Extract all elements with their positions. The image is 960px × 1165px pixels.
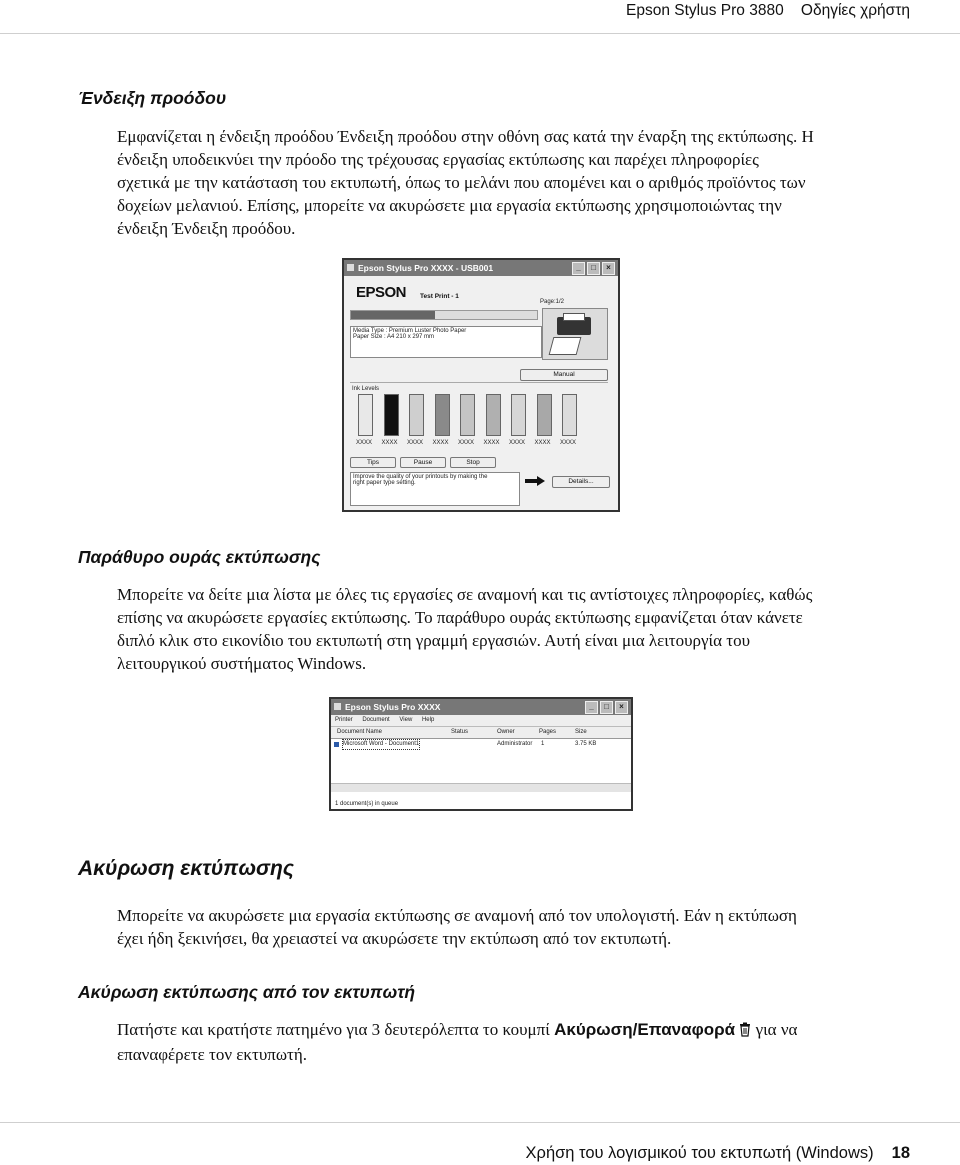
ink-label: XXXX (381, 440, 398, 446)
paper-size: Paper Size : A4 210 x 297 mm (353, 334, 435, 340)
epson-logo: EPSON (356, 284, 407, 301)
ink-label: XXXX (458, 440, 475, 446)
para-line: δοχείων μελανιού. Επίσης, μπορείτε να ακυρώσετε μια εργασία εκτύπωσης χρησιμοποιώντας την (117, 196, 782, 215)
page-footer (526, 1144, 910, 1163)
menu-bar (331, 715, 631, 727)
row-owner: Administrator (497, 741, 533, 747)
ink-bar (358, 394, 373, 436)
menu-printer[interactable]: Printer (335, 717, 353, 723)
menu-document[interactable]: Document (362, 717, 390, 723)
heading-print-queue: Παράθυρο ουράς εκτύπωσης (78, 547, 321, 567)
col-document-name[interactable]: Document Name (337, 729, 383, 735)
col-status[interactable]: Status (451, 729, 469, 735)
ink-bar (537, 394, 552, 436)
para-line (117, 1018, 887, 1043)
cancel-paragraph (117, 904, 887, 950)
text-before: Πατήστε και κρατήστε πατημένο για 3 δευτερόλεπτα το κουμπί (117, 1020, 555, 1039)
para-line: διπλό κλικ στο εικονίδιο του εκτυπωτή στη γραμμή εργασιών. Αυτή είναι μια λειτουργία του (117, 631, 751, 650)
button-name: Ακύρωση/Επαναφορά (554, 1020, 736, 1039)
manual-button[interactable]: Manual (520, 369, 608, 381)
para-line: έχει ήδη ξεκινήσει, θα χρειαστεί να ακυρώσετε την εκτύπωση από τον εκτυπωτή. (117, 929, 672, 948)
status-bar: 1 document(s) in queue (335, 801, 399, 807)
ink-label: XXXX (407, 440, 424, 446)
row-name: Microsoft Word - Document1 (342, 739, 420, 750)
close-icon[interactable]: × (602, 262, 615, 275)
footer-text: Χρήση του λογισμικού του εκτυπωτή (Windows) (525, 1144, 874, 1162)
queue-paragraph (117, 583, 887, 675)
heading-progress-meter: Ένδειξη προόδου (78, 88, 227, 108)
window-title: Epson Stylus Pro XXXX (345, 702, 441, 712)
media-type: Media Type : Premium Luster Photo Paper (353, 328, 467, 334)
para-line: ένδειξη υποδεικνύει την πρόοδο της τρέχουσας εργασίας εκτύπωσης και παρέχει πληροφορίες (117, 150, 759, 169)
page-counter: Page:1/2 (540, 299, 565, 305)
ink-bar (486, 394, 501, 436)
heading-cancel-printing: Ακύρωση εκτύπωσης (78, 857, 294, 880)
print-queue-window (329, 697, 633, 811)
para-line: επαναφέρετε τον εκτυπωτή. (117, 1045, 307, 1064)
para-line: Εμφανίζεται η ένδειξη προόδου Ένδειξη προόδου στην οθόνη σας κατά την έναρξη της εκτύπωσης. Η (117, 127, 814, 146)
text-after: για να (751, 1020, 798, 1039)
progress-bar-fill (351, 311, 435, 319)
window-titlebar (344, 260, 618, 276)
media-info-box (350, 326, 542, 358)
horizontal-scrollbar[interactable] (331, 783, 631, 792)
ink-bar (384, 394, 399, 436)
row-size: 3.75 KB (575, 741, 597, 747)
col-size[interactable]: Size (575, 729, 587, 735)
para-line: λειτουργικού συστήματος Windows. (117, 654, 367, 673)
window-title: Epson Stylus Pro XXXX - USB001 (358, 263, 494, 273)
column-headers (331, 727, 631, 739)
details-button[interactable]: Details... (552, 476, 610, 488)
col-owner[interactable]: Owner (497, 729, 515, 735)
ink-label: XXXX (534, 440, 551, 446)
menu-help[interactable]: Help (421, 717, 435, 723)
printer-icon (334, 703, 341, 710)
progress-paragraph (117, 125, 887, 240)
printer-image (542, 308, 608, 360)
ink-levels-label: Ink Levels (352, 386, 380, 392)
progress-meter-window (342, 258, 620, 512)
maximize-icon[interactable]: □ (587, 262, 600, 275)
ink-label: XXXX (432, 440, 449, 446)
cancel-printer-paragraph (117, 1018, 887, 1066)
ink-label: XXXX (356, 440, 373, 446)
document-icon (334, 742, 339, 747)
header-title: Epson Stylus Pro 3880 Οδηγίες χρήστη (626, 2, 910, 19)
ink-bar (435, 394, 450, 436)
progress-bar (350, 310, 538, 320)
ink-bar (562, 394, 577, 436)
close-icon[interactable]: × (615, 701, 628, 714)
para-line: σχετικά με την κατάσταση του εκτυπωτή, όπως το μελάνι που απομένει και ο αριθμός προϊόντος των (117, 173, 806, 192)
para-line: επίσης να ακυρώσετε εργασίες εκτύπωσης. Το παράθυρο ουράς εκτύπωσης εμφανίζεται όταν κάνετε (117, 608, 803, 627)
ink-label: XXXX (483, 440, 500, 446)
menu-view[interactable]: View (399, 717, 413, 723)
row-pages: 1 (541, 741, 545, 747)
ink-bar (460, 394, 475, 436)
printer-icon (347, 264, 354, 271)
heading-cancel-from-printer: Ακύρωση εκτύπωσης από τον εκτυπωτή (78, 982, 416, 1002)
ink-bar (511, 394, 526, 436)
tips-button[interactable]: Tips (350, 457, 396, 468)
tip-text: Improve the quality of your printouts by making the right paper type setting. (353, 474, 488, 486)
table-row[interactable] (331, 739, 631, 750)
ink-bar (409, 394, 424, 436)
minimize-icon[interactable]: _ (585, 701, 598, 714)
ink-label: XXXX (509, 440, 526, 446)
minimize-icon[interactable]: _ (572, 262, 585, 275)
para-line: Μπορείτε να δείτε μια λίστα με όλες τις εργασίες σε αναμονή και τις αντίστοιχες πληροφορίες, καθώς (117, 585, 813, 604)
col-pages[interactable]: Pages (539, 729, 557, 735)
para-line: Μπορείτε να ακυρώσετε μια εργασία εκτύπωσης σε αναμονή από τον υπολογιστή. Εάν η εκτύπωση (117, 906, 797, 925)
tip-box (350, 472, 520, 506)
page-header (0, 0, 960, 24)
pause-button[interactable]: Pause (400, 457, 446, 468)
stop-button[interactable]: Stop (450, 457, 496, 468)
maximize-icon[interactable]: □ (600, 701, 613, 714)
footer-rule (0, 1122, 960, 1123)
job-name: Test Print - 1 (420, 293, 459, 300)
header-rule (0, 33, 960, 34)
window-titlebar (331, 699, 631, 715)
page-number: 18 (891, 1144, 910, 1162)
para-line: ένδειξη Ένδειξη προόδου. (117, 219, 296, 238)
trash-icon (739, 1020, 751, 1043)
ink-label: XXXX (560, 440, 577, 446)
